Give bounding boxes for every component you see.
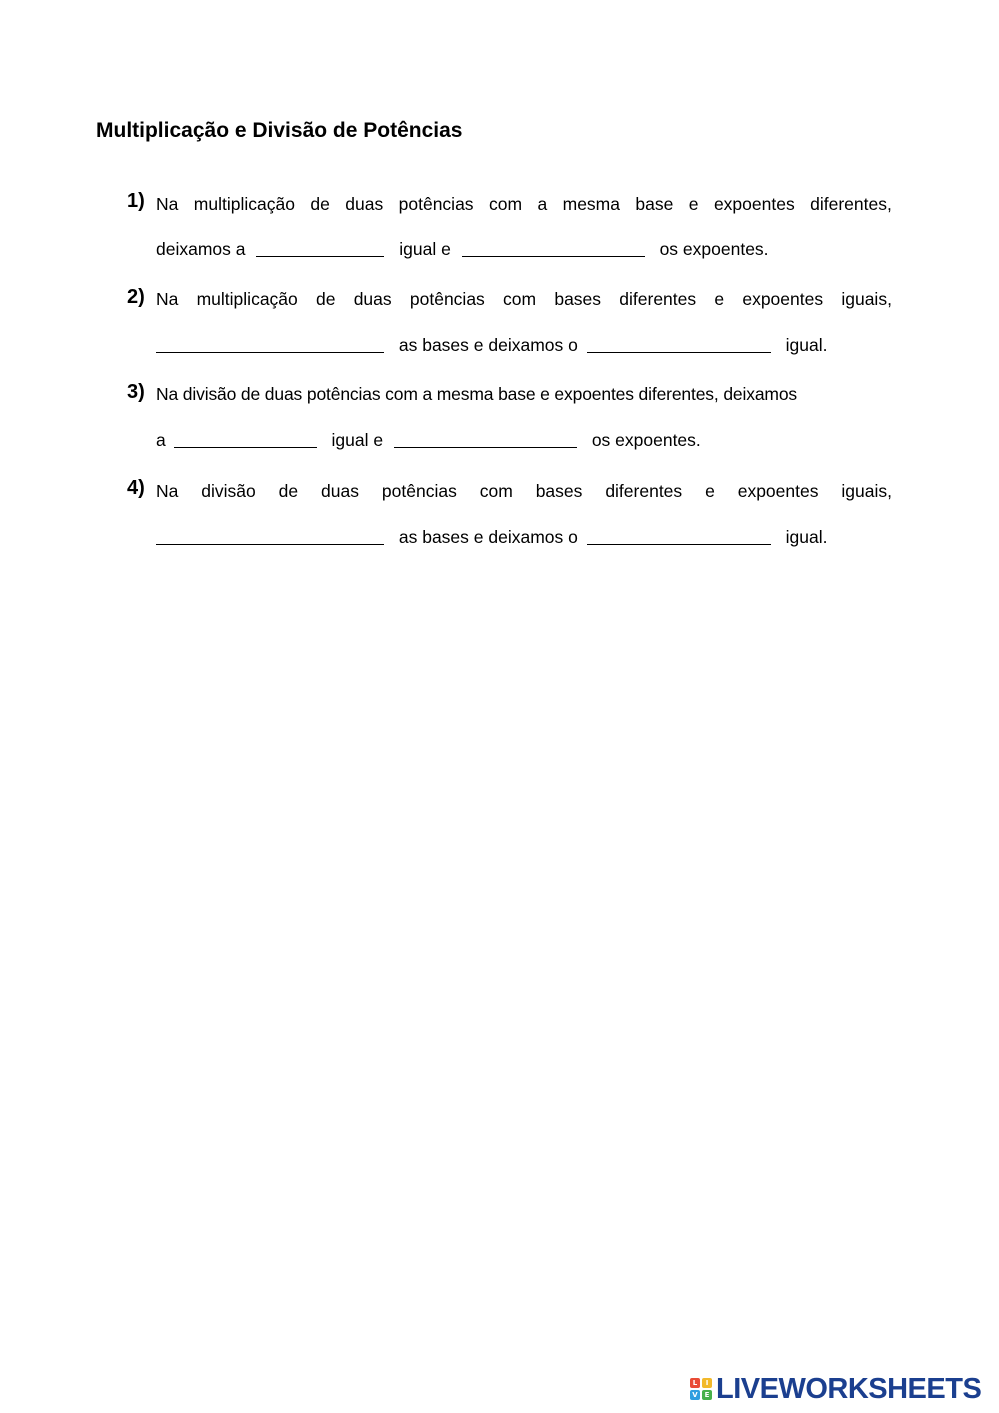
word: potências (381, 481, 457, 501)
answer-blank-1a[interactable] (256, 242, 384, 257)
liveworksheets-logo (690, 1372, 981, 1406)
question-number: 3) (127, 381, 145, 403)
word: e (714, 289, 725, 309)
question-number: 1) (127, 190, 145, 212)
question-4-line-2 (156, 527, 827, 548)
answer-blank-4b[interactable] (587, 530, 771, 545)
word: iguais, (841, 289, 892, 309)
word: diferentes, (810, 194, 892, 214)
question-text: igual e (399, 239, 451, 259)
question-text: igual. (785, 335, 828, 355)
answer-blank-2b[interactable] (587, 338, 771, 353)
worksheet-title: Multiplicação e Divisão de Potências (96, 119, 463, 142)
word: com (503, 289, 537, 309)
word: divisão (201, 481, 256, 501)
question-3-line-2 (156, 430, 701, 451)
word: de (310, 194, 330, 214)
question-text: os expoentes. (591, 430, 701, 450)
logo-letter: V (690, 1390, 700, 1400)
question-text: igual e (331, 430, 384, 450)
word: e (705, 481, 715, 501)
word: diferentes (605, 481, 683, 501)
word: multiplicação (196, 289, 298, 309)
question-2-line-2 (156, 335, 827, 356)
word: base (635, 194, 674, 214)
word: bases (554, 289, 602, 309)
answer-blank-4a[interactable] (156, 530, 384, 545)
word: com (488, 194, 523, 214)
question-text: os expoentes. (659, 239, 769, 259)
brand-name: LIVEWORKSHEETS (716, 1372, 982, 1405)
question-2-line-1 (156, 289, 892, 310)
question-1-line-2 (156, 239, 769, 260)
liveworksheets-mark-icon (690, 1378, 712, 1400)
word: e (688, 194, 699, 214)
logo-letter: L (690, 1378, 700, 1388)
word: de (278, 481, 299, 501)
word: mesma (562, 194, 620, 214)
word: Na (156, 289, 179, 309)
word: Na (156, 481, 179, 501)
question-number: 2) (127, 286, 145, 308)
logo-letter: I (702, 1378, 712, 1388)
question-text: as bases e deixamos o (398, 527, 578, 547)
word: com (479, 481, 513, 501)
question-1-line-1 (156, 194, 892, 215)
word: expoentes (713, 194, 795, 214)
word: potências (398, 194, 474, 214)
answer-blank-3a[interactable] (174, 433, 317, 448)
word: duas (353, 289, 392, 309)
answer-blank-1b[interactable] (462, 242, 645, 257)
word: duas (345, 194, 384, 214)
word: duas (321, 481, 359, 501)
question-text: a (156, 430, 166, 450)
question-text: igual. (785, 527, 828, 547)
question-text: as bases e deixamos o (398, 335, 578, 355)
word: iguais, (841, 481, 892, 501)
question-text: Na divisão de duas potências com a mesma base e expoentes diferentes, deixamos (156, 384, 798, 404)
question-3-line-1 (156, 384, 892, 405)
word: Na (156, 194, 179, 214)
question-4-line-1 (156, 481, 892, 502)
word: diferentes (619, 289, 697, 309)
word: a (537, 194, 548, 214)
question-text: deixamos a (156, 239, 246, 259)
word: expoentes (737, 481, 819, 501)
question-number: 4) (127, 477, 145, 499)
word: de (316, 289, 336, 309)
logo-letter: E (702, 1390, 712, 1400)
word: potências (409, 289, 485, 309)
word: expoentes (742, 289, 824, 309)
word: bases (535, 481, 583, 501)
answer-blank-2a[interactable] (156, 338, 384, 353)
answer-blank-3b[interactable] (394, 433, 577, 448)
word: multiplicação (193, 194, 295, 214)
